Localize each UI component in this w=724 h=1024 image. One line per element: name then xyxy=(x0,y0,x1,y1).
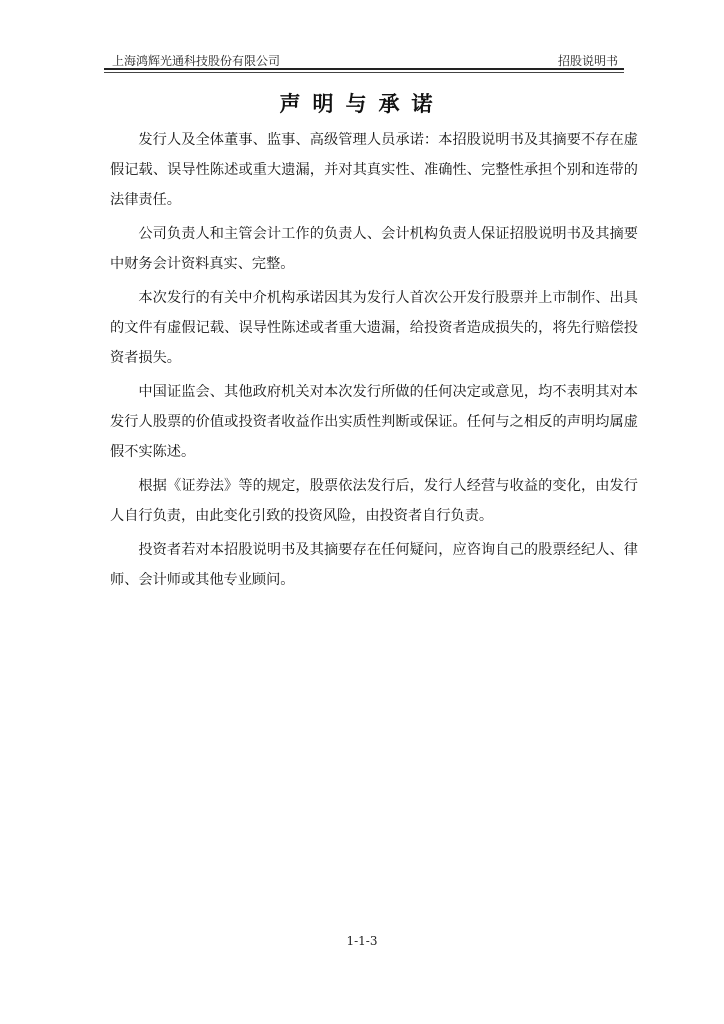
paragraph-intermediary-commitment: 本次发行的有关中介机构承诺因其为发行人首次公开发行股票并上市制作、出具的文件有虚假记载、误导性陈述或者重大遗漏，给投资者造成损失的，将先行赔偿投资者损失。 xyxy=(110,290,638,366)
header-rule-thin xyxy=(104,72,624,73)
page-header xyxy=(104,50,624,68)
header-document-type: 招股说明书 xyxy=(557,54,618,68)
paragraph-issuer-commitment: 发行人及全体董事、监事、高级管理人员承诺：本招股说明书及其摘要不存在虚假记载、误导性陈述或重大遗漏，并对其真实性、准确性、完整性承担个别和连带的法律责任。 xyxy=(110,132,638,208)
paragraph-investment-risk: 根据《证券法》等的规定，股票依法发行后，发行人经营与收益的变化，由发行人自行负责，由此变化引致的投资风险，由投资者自行负责。 xyxy=(110,478,638,524)
declaration-body xyxy=(110,125,638,599)
header-rule-thick xyxy=(104,68,624,70)
paragraph-financial-guarantee: 公司负责人和主管会计工作的负责人、会计机构负责人保证招股说明书及其摘要中财务会计资料真实、完整。 xyxy=(110,226,638,272)
paragraph-investor-advice: 投资者若对本招股说明书及其摘要存在任何疑问，应咨询自己的股票经纪人、律师、会计师或其他专业顾问。 xyxy=(110,542,638,588)
paragraph-csrc-disclaimer: 中国证监会、其他政府机关对本次发行所做的任何决定或意见，均不表明其对本发行人股票的价值或投资者收益作出实质性判断或保证。任何与之相反的声明均属虚假不实陈述。 xyxy=(110,384,638,460)
page-number: 1-1-3 xyxy=(346,934,378,948)
header-company-name: 上海鸿辉光通科技股份有限公司 xyxy=(112,54,281,68)
page-title: 声明与承诺 xyxy=(279,92,445,116)
